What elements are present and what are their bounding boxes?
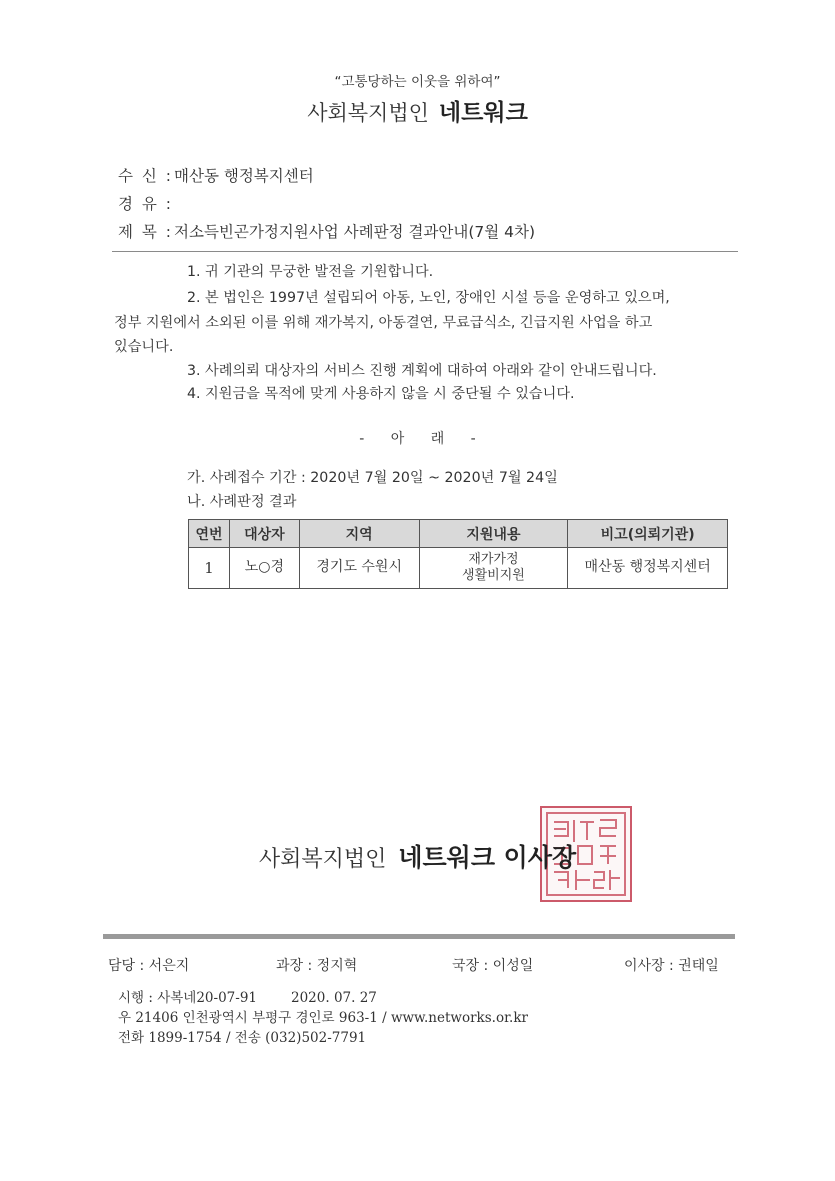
header-name: 대상자 <box>229 520 299 548</box>
signature-org-prefix: 사회복지법인 <box>258 847 387 872</box>
slogan: “고통당하는 이웃을 위하여” <box>334 74 501 90</box>
header-region: 지역 <box>299 520 419 548</box>
subject-row <box>118 220 535 242</box>
paragraph-3: 3. 사례의뢰 대상자의 서비스 진행 계획에 대하여 아래와 같이 안내드립니다. <box>187 363 657 379</box>
staff-chairman: 이사장 : 권태일 <box>624 958 719 974</box>
header-support: 지원내용 <box>419 520 568 548</box>
subject-label: 제 목 : <box>118 223 174 241</box>
staff-manager: 담당 : 서은지 <box>108 958 190 974</box>
org-name: 네트워크 <box>438 100 528 126</box>
header-note: 비고(의뢰기관) <box>568 520 728 548</box>
cell-name: 노○경 <box>229 548 299 589</box>
paragraph-2-line-3: 있습니다. <box>114 339 174 355</box>
reception-period: 가. 사례접수 기간 : 2020년 7월 20일 ~ 2020년 7월 24일 <box>187 470 558 486</box>
paragraph-2-line-2: 정부 지원에서 소외된 이를 위해 재가복지, 아동결연, 무료급식소, 긴급지원 사업을 하고 <box>114 315 653 331</box>
paragraph-2-line-1: 2. 본 법인은 1997년 설립되어 아동, 노인, 장애인 시설 등을 운영하고 있으며, <box>187 290 670 306</box>
staff-director: 국장 : 이성일 <box>452 958 534 974</box>
recipient-value: 매산동 행정복지센터 <box>174 167 314 185</box>
cell-no: 1 <box>189 548 230 589</box>
signature-line <box>0 838 835 874</box>
doc-number-line <box>118 986 377 1006</box>
staff-section-chief: 과장 : 정지혁 <box>276 958 358 974</box>
cell-support <box>419 548 568 589</box>
table-row <box>189 548 728 589</box>
recipient-label: 수 신 : <box>118 167 174 185</box>
via-label: 경 유 : <box>118 195 174 213</box>
address-line: 우 21406 인천광역시 부평구 경인로 963-1 / www.networks.or.kr <box>118 1010 528 1026</box>
phone-line: 전화 1899-1754 / 전송 (032)502-7791 <box>118 1030 367 1046</box>
signature-org-name: 네트워크 이사장 <box>398 843 577 872</box>
notice-mark: - 아 래 - <box>359 431 476 447</box>
paragraph-1: 1. 귀 기관의 무궁한 발전을 기원합니다. <box>187 264 434 280</box>
org-prefix: 사회복지법인 <box>307 101 429 125</box>
recipient-row <box>118 164 314 186</box>
header-no: 연번 <box>189 520 230 548</box>
support-line-1: 재가가정 <box>468 551 519 567</box>
support-line-2: 생활비지원 <box>462 568 525 583</box>
org-header <box>0 94 835 127</box>
subject-value: 저소득빈곤가정지원사업 사례판정 결과안내(7월 4차) <box>174 223 536 241</box>
footer-divider <box>103 934 735 939</box>
doc-date: 2020. 07. 27 <box>291 990 377 1006</box>
result-table <box>188 519 728 589</box>
cell-note: 매산동 행정복지센터 <box>568 548 728 589</box>
result-title: 나. 사례판정 결과 <box>187 494 297 510</box>
paragraph-4: 4. 지원금을 목적에 맞게 사용하지 않을 시 중단될 수 있습니다. <box>187 386 575 402</box>
via-row <box>118 192 174 214</box>
cell-region: 경기도 수원시 <box>299 548 419 589</box>
table-header-row <box>189 520 728 548</box>
header-divider <box>112 251 738 252</box>
doc-number: 시행 : 사복네20-07-91 <box>118 990 257 1006</box>
